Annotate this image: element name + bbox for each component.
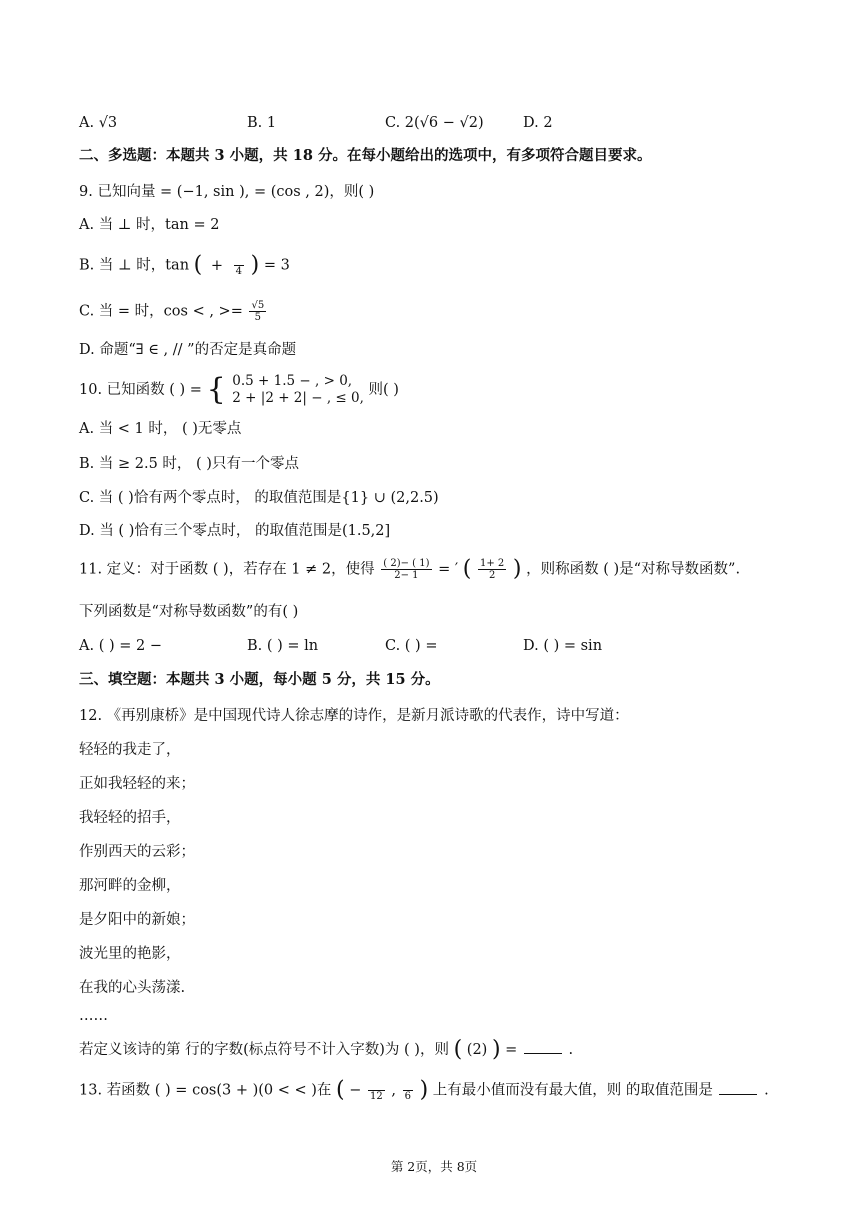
q9-option-b-paren-right: )	[250, 252, 260, 278]
q11-option-c: C. ( ) =	[385, 638, 438, 654]
q9-stem: 9. 已知向量 = (−1, sin ), = (cos , 2)，则( )	[79, 184, 375, 200]
q12-poem-line-2: 正如我轻轻的来；	[79, 776, 195, 792]
q9-option-b-post: = 3	[263, 257, 290, 274]
q10-case-1: 0.5 + 1.5 − , > 0,	[232, 373, 353, 389]
q9-option-a: A. 当 ⊥ 时，tan = 2	[79, 217, 220, 233]
q11-fraction-1	[381, 558, 431, 581]
q13-frac2-den: 6	[404, 1091, 411, 1102]
q12-paren-right: )	[491, 1037, 501, 1062]
q8-option-c: C. 2(√6 − √2)	[385, 115, 484, 131]
q11-paren-left: (	[462, 556, 472, 582]
q9-option-b-pre: B. 当 ⊥ 时，tan	[79, 257, 190, 274]
q11-stem-pre: 11. 定义：对于函数 ( )，若存在 1 ≠ 2，使得	[79, 561, 375, 578]
q10-brace: {	[206, 372, 226, 407]
q12-poem-line-4: 作别西天的云彩；	[79, 844, 195, 860]
q11-stem-post: ，则称函数 ( )是“对称导数函数”.	[526, 561, 741, 578]
q12-poem-line-3: 我轻轻的招手，	[79, 810, 181, 826]
q12-poem-line-8: 在我的心头荡漾.	[79, 980, 186, 996]
q9-option-c	[79, 300, 268, 323]
q11-frac2-den: 2	[488, 570, 496, 581]
q13-end: .	[764, 1082, 769, 1099]
q12-question	[79, 1037, 574, 1062]
q13-comma: ,	[391, 1082, 396, 1099]
q12-poem-ellipsis: ……	[79, 1008, 108, 1024]
q10-cases	[232, 373, 364, 407]
q12-poem-line-6: 是夕阳中的新娘；	[79, 912, 195, 928]
q12-poem-line-1: 轻轻的我走了，	[79, 742, 181, 758]
q9-option-d: D. 命题“∃ ∈ , // ”的否定是真命题	[79, 342, 297, 358]
q10-stem-pre: 10. 已知函数 ( ) =	[79, 382, 202, 398]
q12-poem-line-7: 波光里的艳影，	[79, 946, 181, 962]
q9-option-c-frac-den: 5	[254, 312, 261, 323]
q12-question-end: .	[568, 1042, 574, 1058]
page-footer: 第 2页，共 8页	[390, 1159, 478, 1174]
q9-option-c-frac-num: √5	[251, 300, 265, 311]
q10-stem	[79, 373, 399, 407]
q11-frac1-den: 2− 1	[394, 570, 419, 581]
q13-frac1-den: 12	[370, 1091, 383, 1102]
q11-stem	[79, 558, 740, 581]
q13-stem	[79, 1079, 769, 1102]
q10-case-2: 2 + |2 + 2| − , ≤ 0,	[232, 390, 364, 406]
q11-line2: 下列函数是“对称导数函数”的有( )	[79, 604, 299, 620]
q13-fraction-1	[368, 1079, 385, 1102]
q9-option-b-fraction	[234, 254, 244, 277]
q11-option-d: D. ( ) = sin	[523, 638, 603, 654]
q10-stem-post: 则( )	[368, 382, 399, 398]
q12-stem: 12. 《再别康桥》是中国现代诗人徐志摩的诗作，是新月派诗歌的代表作，诗中写道：	[79, 708, 629, 724]
q11-paren-right: )	[512, 556, 522, 582]
q8-option-a: A. √3	[79, 115, 118, 131]
q12-question-mid: (2)	[466, 1042, 488, 1058]
q12-paren-left: (	[453, 1037, 463, 1062]
q13-frac1-num	[368, 1079, 385, 1091]
q11-mid: = ′	[438, 561, 459, 578]
q12-poem-line-5: 那河畔的金柳，	[79, 878, 181, 894]
q9-option-b-paren-left: (	[193, 252, 203, 278]
q10-option-d: D. 当 ( )恰有三个零点时， 的取值范围是(1.5,2]	[79, 523, 391, 539]
q13-fraction-2	[403, 1079, 413, 1102]
q11-frac2-num: 1+ 2	[479, 558, 505, 569]
q11-fraction-2	[478, 558, 506, 581]
q12-question-pre: 若定义该诗的第 行的字数(标点符号不计入字数)为 ( )，则	[79, 1042, 449, 1058]
q11-option-a: A. ( ) = 2 −	[79, 638, 162, 654]
q9-option-b-plus: +	[210, 257, 224, 274]
section2-header: 二、多选题：本题共 3 小题，共 18 分。在每小题给出的选项中，有多项符合题目要求。	[79, 147, 652, 164]
q13-minus: −	[349, 1082, 362, 1099]
q11-option-b: B. ( ) = ln	[247, 638, 319, 654]
q9-option-c-pre: C. 当 = 时，cos < , >=	[79, 303, 243, 320]
q8-option-b: B. 1	[247, 115, 277, 131]
q9-option-b	[79, 254, 290, 277]
q9-option-b-frac-den: 4	[235, 266, 242, 277]
q13-frac2-num	[403, 1079, 413, 1091]
q11-frac1-num: ( 2)− ( 1)	[383, 558, 430, 569]
q13-answer-blank[interactable]	[719, 1082, 757, 1095]
q13-paren-left: (	[336, 1077, 345, 1103]
q12-question-post: =	[505, 1042, 522, 1058]
q8-option-d: D. 2	[523, 115, 553, 131]
section3-header: 三、填空题：本题共 3 小题，每小题 5 分，共 15 分。	[79, 671, 440, 688]
q12-answer-blank[interactable]	[524, 1041, 562, 1054]
q9-option-c-fraction	[249, 300, 266, 323]
q13-paren-right: )	[419, 1077, 429, 1103]
q13-pre: 13. 若函数 ( ) = cos(3 + )(0 < < )在	[79, 1082, 332, 1099]
q10-option-a: A. 当 < 1 时， ( )无零点	[79, 421, 242, 437]
q9-option-b-frac-num	[234, 254, 244, 266]
q10-option-c: C. 当 ( )恰有两个零点时， 的取值范围是{1} ∪ (2,2.5)	[79, 490, 439, 506]
q13-post: 上有最小值而没有最大值，则 的取值范围是	[432, 1082, 713, 1099]
q10-option-b: B. 当 ≥ 2.5 时， ( )只有一个零点	[79, 456, 299, 472]
